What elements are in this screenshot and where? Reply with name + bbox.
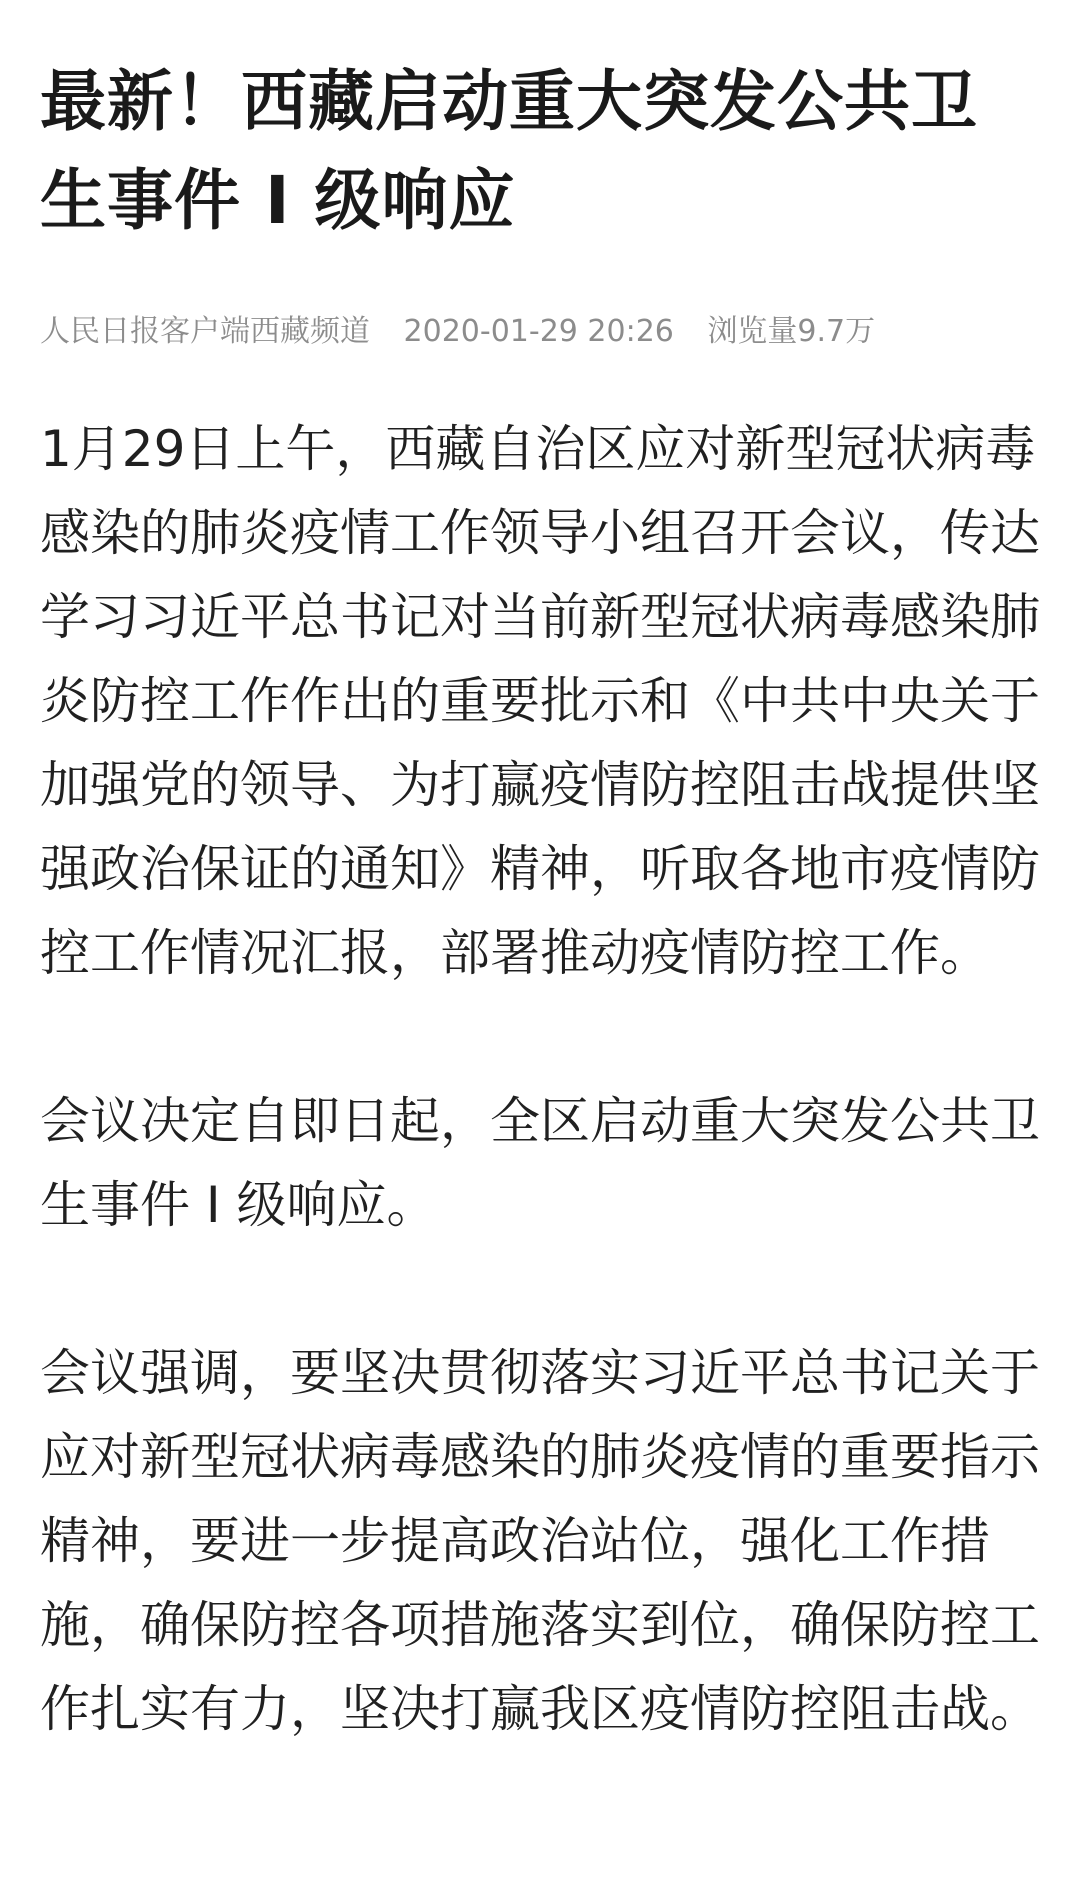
article-paragraph-3: 会议强调，要坚决贯彻落实习近平总书记关于应对新型冠状病毒感染的肺炎疫情的重要指示精神，要进一步提高政治站位，强化工作措施，确保防控各项措施落实到位，确保防控工作扎实有力，坚决打赢我区疫情防控阻击战。 — [40, 1344, 1040, 1738]
article-meta — [40, 312, 1040, 352]
publish-time: 2020-01-29 20:26 — [403, 314, 674, 349]
article-paragraph-1: 1月29日上午，西藏自治区应对新型冠状病毒感染的肺炎疫情工作领导小组召开会议，传达学习习近平总书记对当前新型冠状病毒感染肺炎防控工作作出的重要批示和《中共中央关于加强党的领导、为打赢疫情防控阻击战提供坚强政治保证的通知》精神，听取各地市疫情防控工作情况汇报，部署推动疫情防控工作。 — [40, 420, 1040, 982]
article-paragraph-2: 会议决定自即日起，全区启动重大突发公共卫生事件 I 级响应。 — [40, 1092, 1040, 1234]
source-name[interactable]: 人民日报客户端西藏频道 — [40, 314, 370, 349]
article-body — [40, 407, 1040, 1751]
view-count: 浏览量9.7万 — [707, 314, 876, 349]
article-title: 最新！西藏启动重大突发公共卫生事件 I 级响应 — [40, 63, 978, 239]
